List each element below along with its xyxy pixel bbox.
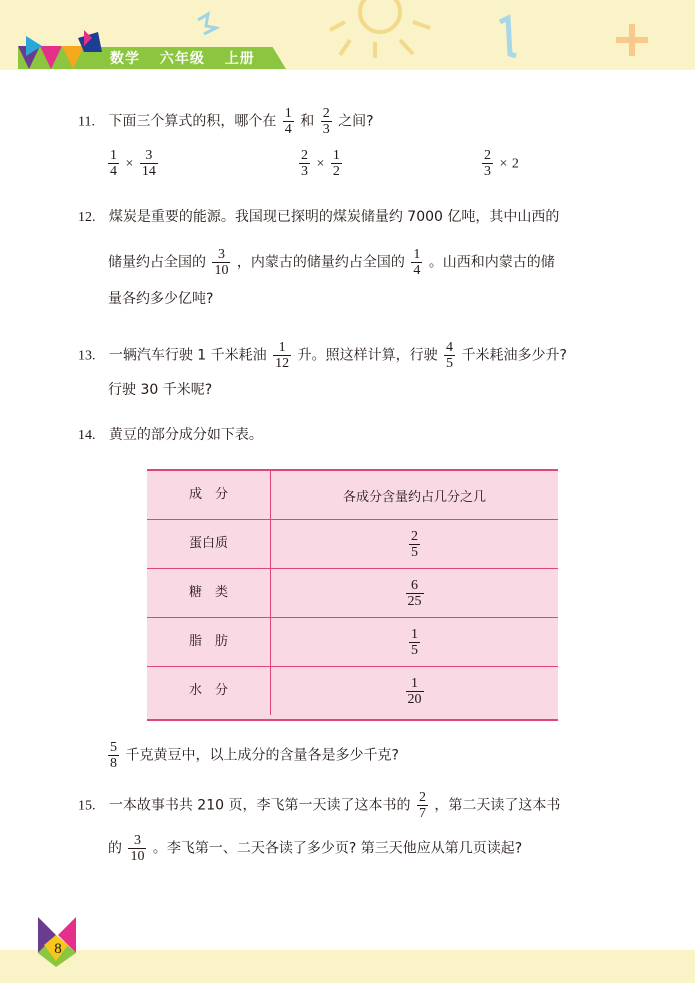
fraction: $\frac{3}{10}$ [130,833,145,864]
q11-text-before: 下面三个算式的积，哪个在 [108,113,277,130]
q11-text-after: 之间? [338,113,374,130]
q12-line-1: 煤炭是重要的能源。我国现已探明的煤炭储量约 7000 亿吨，其中山西的 [108,209,560,225]
tangram-logo-icon [18,28,104,72]
fraction: $\frac{1}{4}$ [413,247,421,278]
q11-expression-2: $\frac{2}{3}$ × $\frac{1}{2}$ [301,148,340,179]
header-title [110,48,269,70]
header-volume: 上册 [224,51,255,67]
question-number: 12. [78,210,96,225]
question-14 [78,424,263,447]
question-13: 13. 一辆汽车行驶 1 千米耗油 $\frac{1}{12}$ 升。照这样计算，行驶 $\frac{4}{5}$ 千米耗油多少升? [78,340,567,371]
fraction: $\frac{1}{4}$ [284,106,292,137]
fraction: $\frac{5}{8}$ [110,740,117,771]
number-one-doodle-icon [492,14,522,62]
table-cell: 糖 类 [147,569,271,617]
question-15: 15. 一本故事书共 210 页，李飞第一天读了这本书的 $\frac{2}{7}$ ，第二天读了这本书 [78,790,561,821]
question-12 [78,206,559,229]
q11-expression-3: $\frac{2}{3}$ × 2 [484,148,519,179]
q14-intro: 黄豆的部分成分如下表。 [108,427,263,443]
q12-line-2: 储量约占全国的 $\frac{3}{10}$ ，内蒙古的储量约占全国的 $\frac{1}{4}$ 。山西和内蒙古的储 [108,247,555,278]
table-row [147,667,558,715]
table-cell: 水 分 [147,667,271,715]
fraction: $\frac{3}{10}$ [214,247,229,278]
q14-follow-question: $\frac{5}{8}$ 千克黄豆中，以上成分的含量各是多少千克? [110,740,399,771]
fraction: $\frac{2}{7}$ [418,790,426,821]
nutrition-table [147,469,558,721]
star-doodle-icon [190,6,230,42]
table-header-cell: 各成分含量约占几分之几 [342,489,486,505]
q11-text-and: 和 [300,113,315,130]
header-grade: 六年级 [159,51,205,67]
table-cell: 脂 肪 [147,618,271,666]
header-subject: 数学 [110,51,140,67]
fraction: $\frac{1}{12}$ [275,340,290,371]
q12-line-3: 量各约多少亿吨? [108,291,214,307]
table-header-cell: 成 分 [147,471,271,519]
table-row [147,520,558,569]
question-number: 14. [78,428,96,443]
question-number: 13. [78,348,96,364]
fraction: $\frac{2}{3}$ [322,106,330,137]
question-number: 11. [78,114,95,130]
q11-expression-1: $\frac{1}{4}$ × $\frac{3}{14}$ [110,148,156,179]
plus-doodle-icon [612,20,652,60]
q15-line-2: 的 $\frac{3}{10}$ 。李飞第一、二天各读了多少页? 第三天他应从第几页读起? [108,833,523,864]
sun-doodle-icon [325,0,435,62]
table-cell: $\frac{1}{5}$ [411,626,418,658]
page-number: 8 [54,941,62,957]
table-cell: $\frac{2}{5}$ [411,528,418,560]
q13-line-2: 行驶 30 千米呢? [108,382,213,398]
table-header-row [147,471,558,520]
footer-band [0,950,695,983]
question-11 [78,106,374,137]
table-cell: $\frac{6}{25}$ [407,577,422,609]
question-number: 15. [78,798,96,814]
table-row [147,618,558,667]
table-row [147,569,558,618]
table-cell: 蛋白质 [147,520,271,568]
fraction: $\frac{4}{5}$ [446,340,454,371]
table-cell: $\frac{1}{20}$ [407,675,422,707]
